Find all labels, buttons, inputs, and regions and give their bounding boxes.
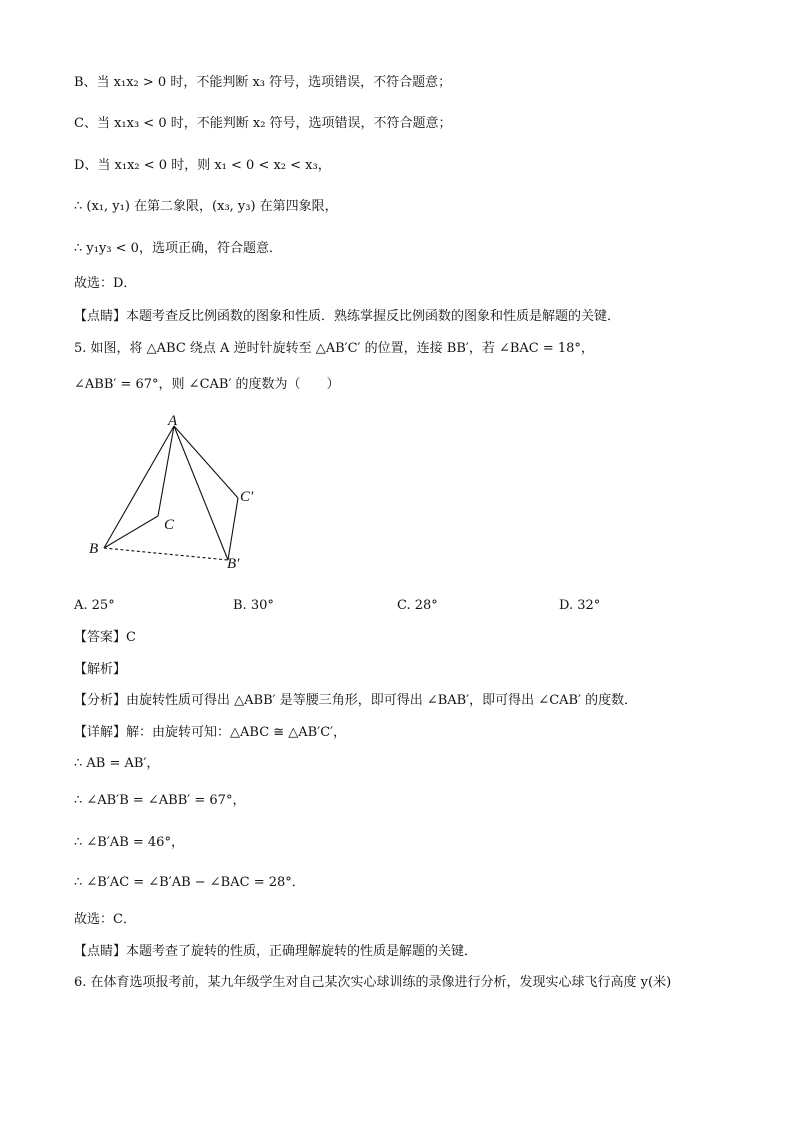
label-c-prime: C′ — [240, 489, 254, 505]
label-c: C — [164, 517, 175, 533]
label-b: B — [89, 541, 99, 557]
segment-bb-prime-dashed — [104, 548, 228, 560]
option-c: C. 28° — [397, 598, 438, 613]
text-line-y-product: ∴ y₁y₃ < 0，选项正确，符合题意． — [74, 241, 282, 256]
analysis-fenxi: 【分析】由旋转性质可得出 △ABB′ 是等腰三角形，即可得出 ∠BAB′，即可得出 ∠CAB′ 的度数． — [74, 693, 638, 708]
option-d: D. 32° — [559, 598, 601, 613]
answer-label: 【答案】 — [74, 630, 127, 645]
analysis-xiangjie — [74, 724, 346, 742]
answer-block — [74, 629, 136, 647]
step-3: ∴ ∠B′AB = 46°， — [74, 835, 184, 850]
answer-value: C — [126, 630, 136, 645]
answer-line-q4: 故选：D． — [74, 276, 137, 291]
text-line-quadrant: ∴ (x₁, y₁) 在第二象限，(x₃, y₃) 在第四象限， — [74, 199, 338, 214]
text-line-b-option: B、当 x₁x₂ > 0 时，不能判断 x₃ 符号，选项错误，不符合题意； — [74, 75, 452, 90]
label-a: A — [168, 413, 178, 429]
analysis-label: 【解析】 — [74, 662, 127, 677]
text-line-c-option: C、当 x₁x₃ < 0 时，不能判断 x₂ 符号，选项错误，不符合题意； — [74, 116, 452, 131]
step-4: ∴ ∠B′AC = ∠B′AB − ∠BAC = 28°． — [74, 875, 305, 890]
question-5-line-2: ∠ABB′ = 67°，则 ∠CAB′ 的度数为（ ） — [74, 377, 340, 392]
xiangjie-label: 【详解】 — [74, 725, 127, 740]
step-1: ∴ AB = AB′， — [74, 756, 160, 771]
rotation-figure — [80, 408, 270, 578]
question-6-line-1: 6. 在体育选项报考前，某九年级学生对自己某次实心球训练的录像进行分析，发现实心球飞行高度 y(米) — [74, 975, 672, 990]
option-a: A. 25° — [74, 598, 115, 613]
comment-line-q4: 【点睛】本题考查反比例函数的图象和性质．熟练掌握反比例函数的图象和性质是解题的关键． — [74, 309, 621, 324]
question-5-line-1: 5. 如图，将 △ABC 绕点 A 逆时针旋转至 △AB′C′ 的位置，连接 BB′，若 ∠BAC = 18°， — [74, 341, 594, 356]
text-line-d-option: D、当 x₁x₂ < 0 时，则 x₁ < 0 < x₂ < x₃， — [74, 158, 331, 173]
step-2: ∴ ∠AB′B = ∠ABB′ = 67°， — [74, 793, 246, 808]
answer-line-q5: 故选：C． — [74, 912, 136, 927]
segment-ac-prime — [174, 426, 238, 498]
option-b: B. 30° — [233, 598, 274, 613]
segment-bc — [104, 516, 158, 548]
segment-ab-prime — [174, 426, 228, 560]
segment-b-prime-c-prime — [228, 498, 238, 560]
label-b-prime: B′ — [227, 556, 240, 572]
xiangjie-text: 解：由旋转可知：△ABC ≅ △AB′C′， — [126, 725, 347, 740]
comment-line-q5: 【点睛】本题考查了旋转的性质，正确理解旋转的性质是解题的关键． — [74, 944, 478, 959]
